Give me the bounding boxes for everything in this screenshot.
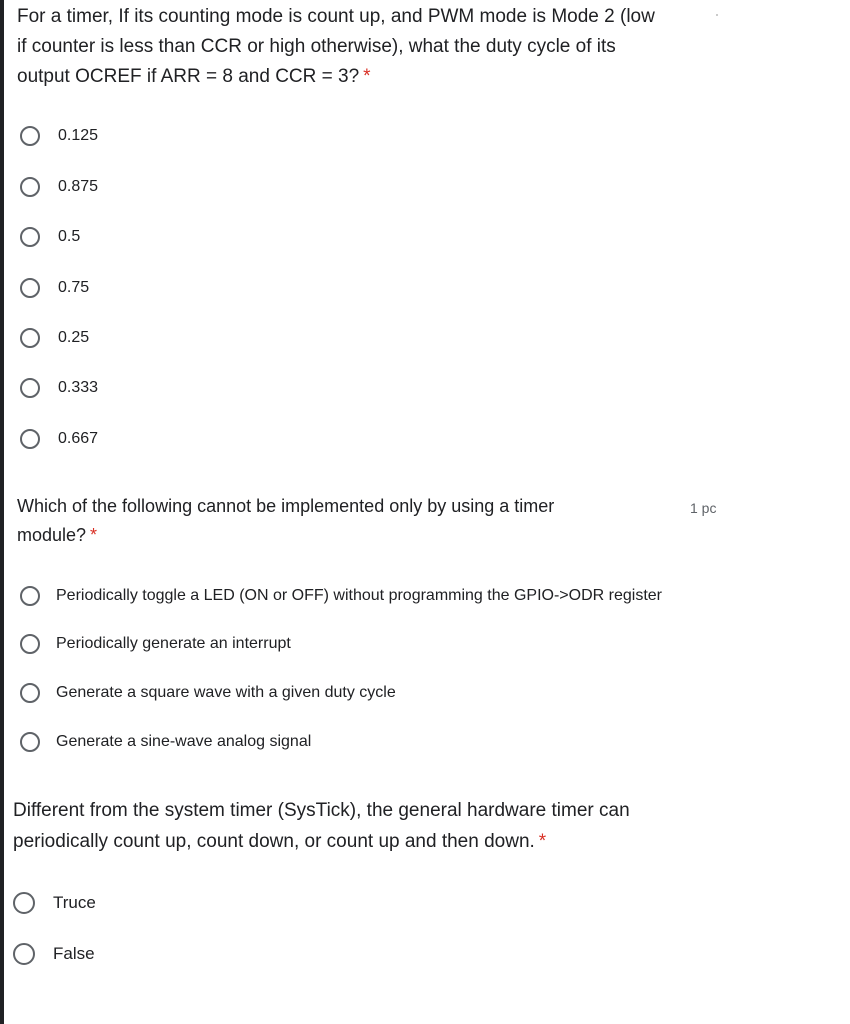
q2-option-3[interactable] bbox=[20, 683, 396, 703]
q1-option-label: 0.5 bbox=[58, 228, 81, 245]
required-asterisk: * bbox=[363, 66, 371, 87]
radio-button-icon[interactable] bbox=[20, 634, 40, 654]
clipped-text-fragment bbox=[716, 14, 718, 16]
radio-button-icon[interactable] bbox=[20, 378, 40, 398]
radio-button-icon[interactable] bbox=[13, 943, 35, 965]
question-3-title bbox=[13, 795, 630, 857]
q2-option-label: Generate a square wave with a given duty cycle bbox=[56, 684, 396, 701]
q3-option-label: False bbox=[53, 944, 95, 963]
q1-option-label: 0.25 bbox=[58, 329, 90, 346]
q1-option-label: 0.667 bbox=[58, 430, 99, 447]
radio-button-icon[interactable] bbox=[20, 732, 40, 752]
radio-button-icon[interactable] bbox=[20, 328, 40, 348]
q1-option-label: 0.875 bbox=[58, 178, 99, 195]
q3-option-true[interactable] bbox=[13, 892, 96, 914]
q2-option-label: Periodically generate an interrupt bbox=[56, 635, 291, 652]
q2-option-4[interactable] bbox=[20, 732, 311, 752]
q1-option-label: 0.75 bbox=[58, 279, 90, 296]
q1-option-2[interactable] bbox=[20, 177, 98, 197]
radio-button-icon[interactable] bbox=[13, 892, 35, 914]
q1-option-3[interactable] bbox=[20, 227, 80, 247]
q2-option-2[interactable] bbox=[20, 634, 291, 654]
left-border bbox=[0, 0, 4, 1024]
q1-option-6[interactable] bbox=[20, 378, 98, 398]
radio-button-icon[interactable] bbox=[20, 586, 40, 606]
question-3-title-line-2: periodically count up, count down, or count up and then down. bbox=[13, 831, 535, 852]
q1-option-1[interactable] bbox=[20, 126, 98, 146]
q1-option-label: 0.333 bbox=[58, 379, 99, 396]
radio-button-icon[interactable] bbox=[20, 227, 40, 247]
question-2-title bbox=[17, 492, 554, 550]
radio-button-icon[interactable] bbox=[20, 126, 40, 146]
radio-button-icon[interactable] bbox=[20, 429, 40, 449]
question-1-title-line-3: output OCREF if ARR = 8 and CCR = 3? bbox=[17, 66, 360, 87]
points-label: 1 pc bbox=[690, 500, 717, 516]
q2-option-1[interactable] bbox=[20, 586, 662, 606]
q1-option-4[interactable] bbox=[20, 278, 89, 298]
q3-option-label: Truce bbox=[53, 893, 96, 912]
q1-option-5[interactable] bbox=[20, 328, 89, 348]
question-1-title-line-1: For a timer, If its counting mode is count up, and PWM mode is Mode 2 (low bbox=[17, 6, 655, 27]
radio-button-icon[interactable] bbox=[20, 177, 40, 197]
radio-button-icon[interactable] bbox=[20, 683, 40, 703]
question-1-title-line-2: if counter is less than CCR or high otherwise), what the duty cycle of its bbox=[17, 36, 616, 57]
q2-option-label: Periodically toggle a LED (ON or OFF) without programming the GPIO->ODR register bbox=[56, 587, 662, 604]
required-asterisk: * bbox=[90, 525, 98, 545]
radio-button-icon[interactable] bbox=[20, 278, 40, 298]
question-3-title-line-1: Different from the system timer (SysTick), the general hardware timer can bbox=[13, 800, 630, 821]
q2-option-label: Generate a sine-wave analog signal bbox=[56, 733, 312, 750]
q3-option-false[interactable] bbox=[13, 943, 95, 965]
question-2-title-line-1: Which of the following cannot be implemented only by using a timer bbox=[17, 496, 555, 516]
q1-option-label: 0.125 bbox=[58, 127, 99, 144]
q1-option-7[interactable] bbox=[20, 429, 98, 449]
required-asterisk: * bbox=[538, 831, 547, 852]
question-2-title-line-2: module? bbox=[17, 525, 87, 545]
question-1-title bbox=[17, 2, 655, 92]
